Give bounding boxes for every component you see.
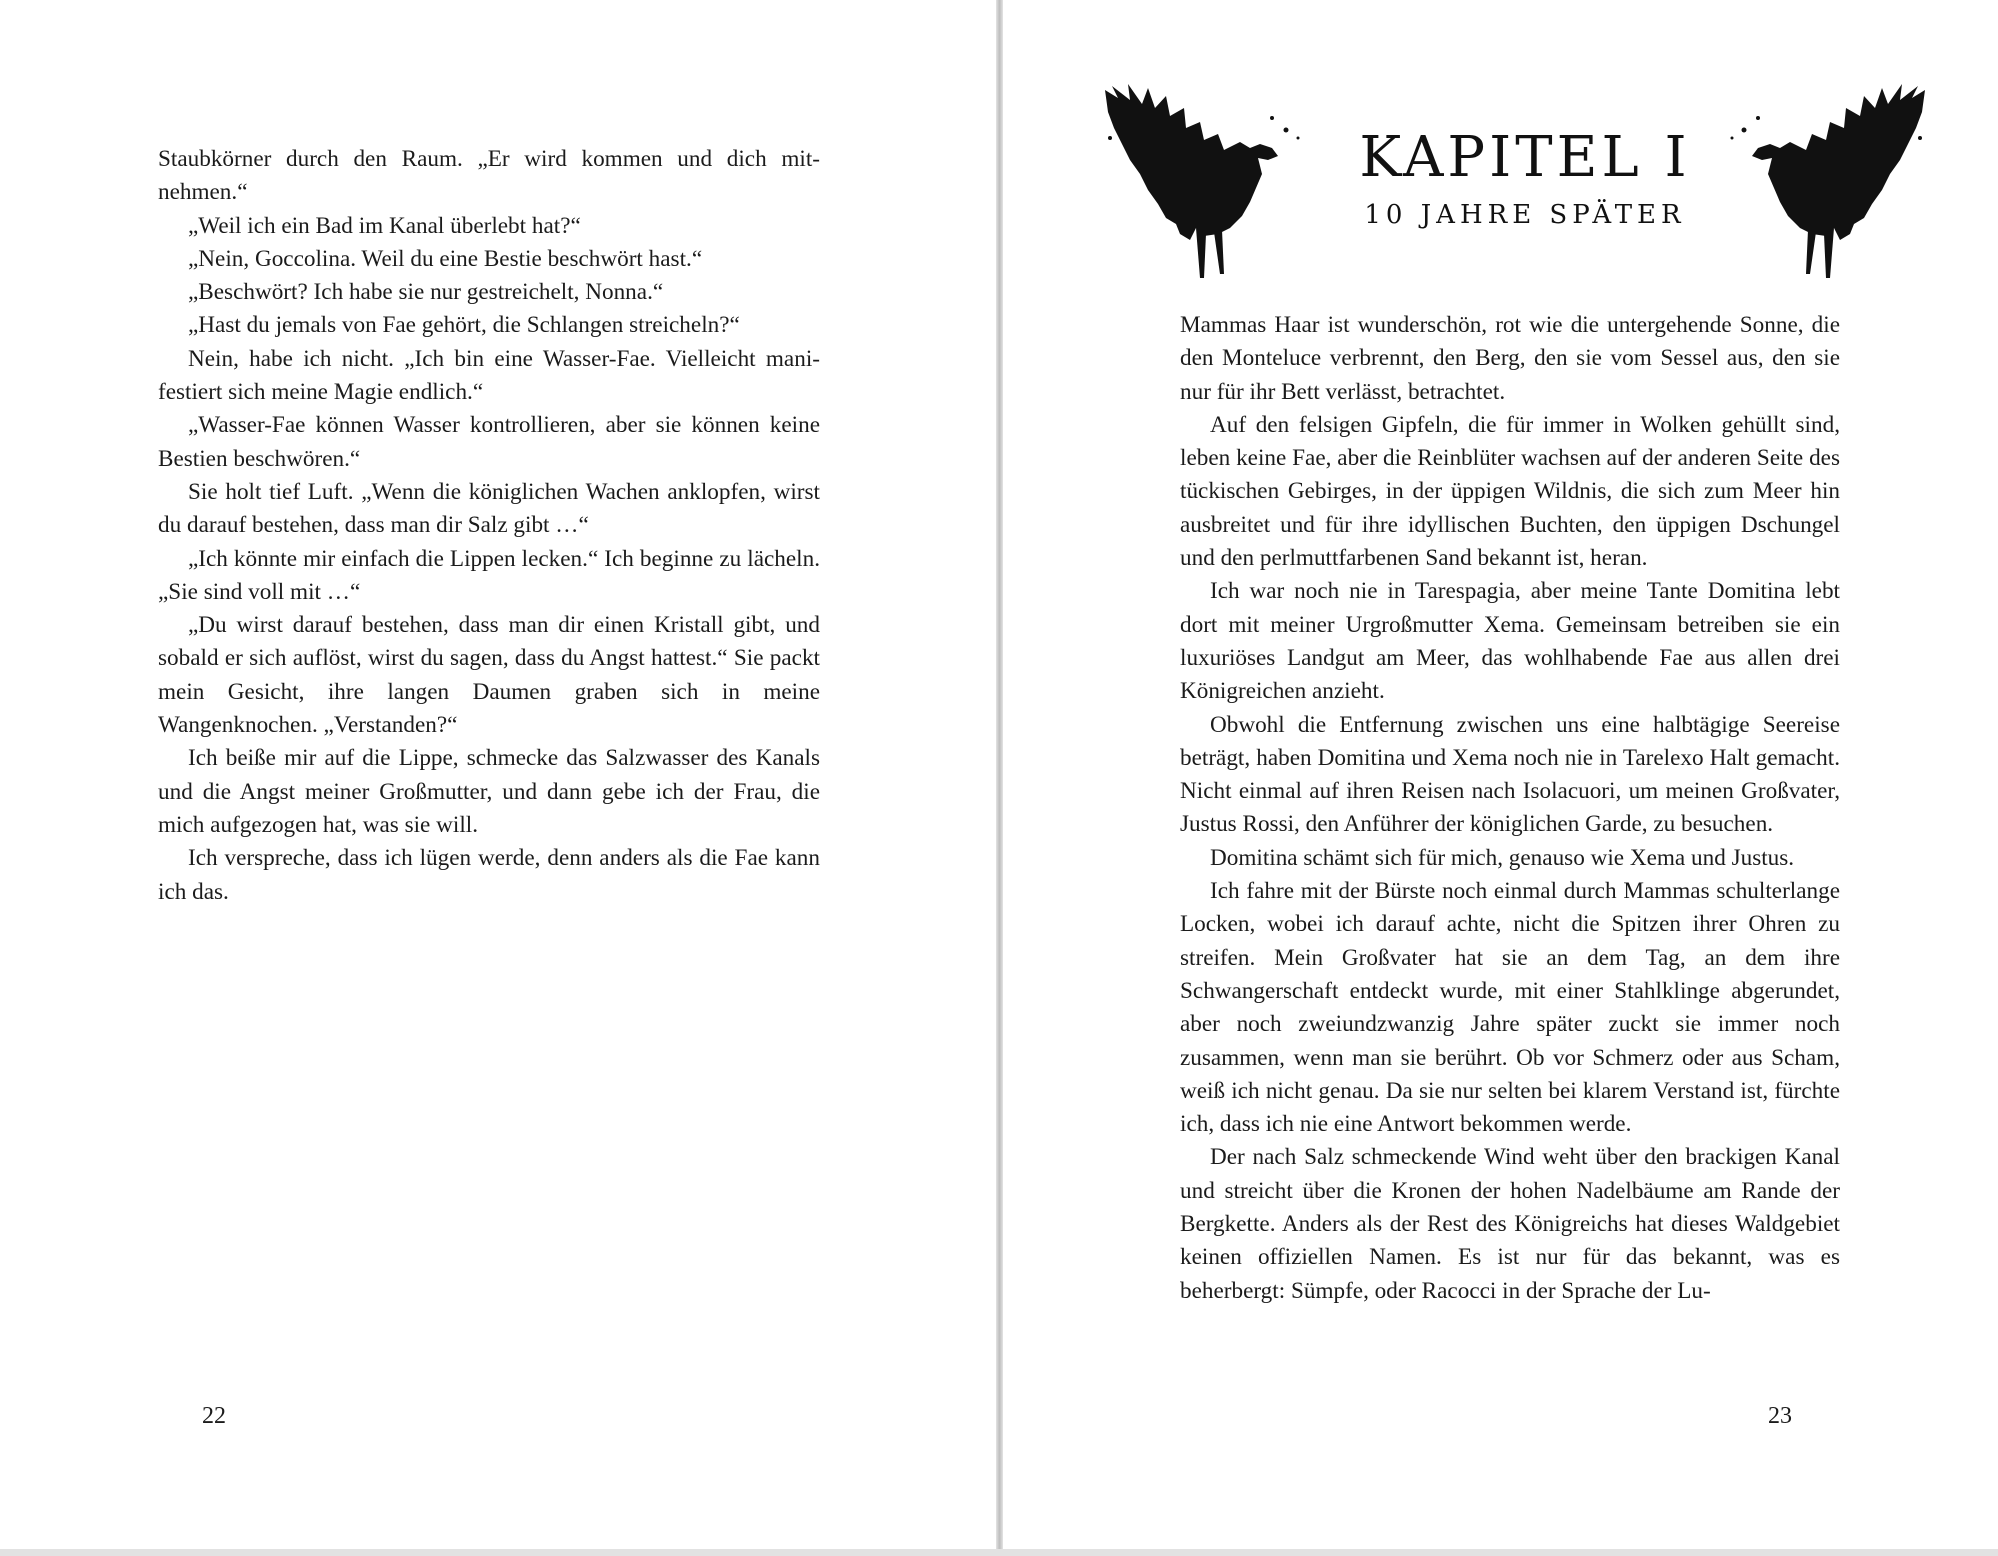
right-paragraph: Domitina schämt sich für mich, genauso wie Xema und Justus. xyxy=(1210,844,1795,871)
chapter-subtitle: 10 JAHRE SPÄTER xyxy=(1364,200,1686,230)
left-paragraph: „Ich könnte mir einfach die Lippen lecken.“ Ich beginne zu lächeln. „Sie sind voll mit …“ xyxy=(158,545,820,605)
page-number-right: 23 xyxy=(1768,1403,1792,1429)
right-page-body xyxy=(1180,309,1840,1308)
left-paragraph: Nein, habe ich nicht. „Ich bin eine Wasser-Fae. Vielleicht manifestiert sich meine Magie endlich.“ xyxy=(158,345,820,406)
left-paragraph: „Wasser-Fae können Wasser kontrollieren, aber sie können keine Bestien beschwören.“ xyxy=(158,412,820,472)
left-paragraph: „Beschwört? Ich habe sie nur gestreichelt, Nonna.“ xyxy=(188,279,664,306)
left-paragraph: Ich beiße mir auf die Lippe, schmecke das Salzwasser des Kanals und die Angst meiner Großmutter, und dann gebe ich der Frau, die mich aufgezogen hat, was sie will. xyxy=(158,745,820,838)
page-bottom-edge xyxy=(0,1549,1998,1556)
left-paragraph: „Hast du jemals von Fae gehört, die Schlangen streicheln?“ xyxy=(188,312,740,339)
left-page xyxy=(0,0,996,1556)
left-page-body xyxy=(158,143,820,909)
right-paragraph: Mammas Haar ist wunderschön, rot wie die untergehende Sonne, die den Monteluce verbrennt, den Berg, den sie vom Sessel aus, den sie nur für ihr Bett verlässt, betrachtet. xyxy=(1180,312,1840,405)
left-paragraph: „Weil ich ein Bad im Kanal überlebt hat?“ xyxy=(188,212,581,239)
right-paragraph: Ich war noch nie in Tarespagia, aber meine Tante Domitina lebt dort mit meiner Urgroßmutter Xema. Gemeinsam betreiben sie ein luxuriöses Landgut am Meer, das wohlhabende Fae aus allen drei Königreichen anzieht. xyxy=(1180,578,1840,705)
right-paragraph: Der nach Salz schmeckende Wind weht über den brackigen Kanal und streicht über die Kronen der hohen Nadelbäume am Rande der Bergkette. Anders als der Rest des Königreichs hat dieses Waldgebiet keinen offiziellen Namen. Es ist nur für das bekannt, was es beherbergt: Sümpfe, oder Racocci in der Sprache der Lu- xyxy=(1180,1144,1840,1304)
page-number-left: 22 xyxy=(202,1403,226,1429)
raven-silhouette-icon xyxy=(1100,78,1350,278)
left-paragraph: Sie holt tief Luft. „Wenn die königlichen Wachen anklopfen, wirst du darauf bestehen, dass man dir Salz gibt …“ xyxy=(158,478,820,539)
left-paragraph: Staubkörner durch den Raum. „Er wird kommen und dich mitnehmen.“ xyxy=(158,146,820,206)
right-paragraph: Obwohl die Entfernung zwischen uns eine halbtägige Seereise beträgt, haben Domitina und Xema noch nie in Tarelexo Halt gemacht. Nicht einmal auf ihren Reisen nach Isolacuori, um meinen Großvater, Justus Rossi, den Anführer der königlichen Garde, zu besuchen. xyxy=(1180,711,1840,838)
left-paragraph: „Du wirst darauf bestehen, dass man dir einen Kristall gibt, und sobald er sich auflöst, wirst du sagen, dass du Angst hattest.“ Sie packt mein Gesicht, ihre langen Daumen graben sich in meine Wangenknochen. „Verstanden?“ xyxy=(158,612,820,739)
left-paragraph: „Nein, Goccolina. Weil du eine Bestie beschwört hast.“ xyxy=(188,245,703,272)
right-paragraph: Ich fahre mit der Bürste noch einmal durch Mammas schulterlange Locken, wobei ich darauf achte, nicht die Spitzen ihrer Ohren zu streifen. Mein Großvater hat sie an dem Tag, an dem ihre Schwangerschaft entdeckt wurde, mit einer Stahlklinge abgerundet, aber noch zweiundzwanzig Jahre später zuckt sie immer noch zusammen, wenn man sie berührt. Ob vor Schmerz oder aus Scham, weiß ich nicht genau. Da sie nur selten bei klarem Verstand ist, fürchte ich, dass ich nie eine Antwort bekommen werde. xyxy=(1180,878,1840,1138)
book-gutter xyxy=(996,0,1003,1556)
left-paragraph: Ich verspreche, dass ich lügen werde, denn anders als die Fae kann ich das. xyxy=(158,845,820,905)
raven-silhouette-icon xyxy=(1680,78,1930,278)
chapter-title: KAPITEL I xyxy=(1359,125,1691,190)
right-paragraph: Auf den felsigen Gipfeln, die für immer in Wolken gehüllt sind, leben keine Fae, aber die Reinblüter wachsen auf der anderen Seite des tückischen Gebirges, in der üppigen Wildnis, die sich zum Meer hin ausbreitet und für ihre idyllischen Buchten, den üppigen Dschungel und den perlmuttfarbenen Sand bekannt ist, heran. xyxy=(1180,411,1840,572)
